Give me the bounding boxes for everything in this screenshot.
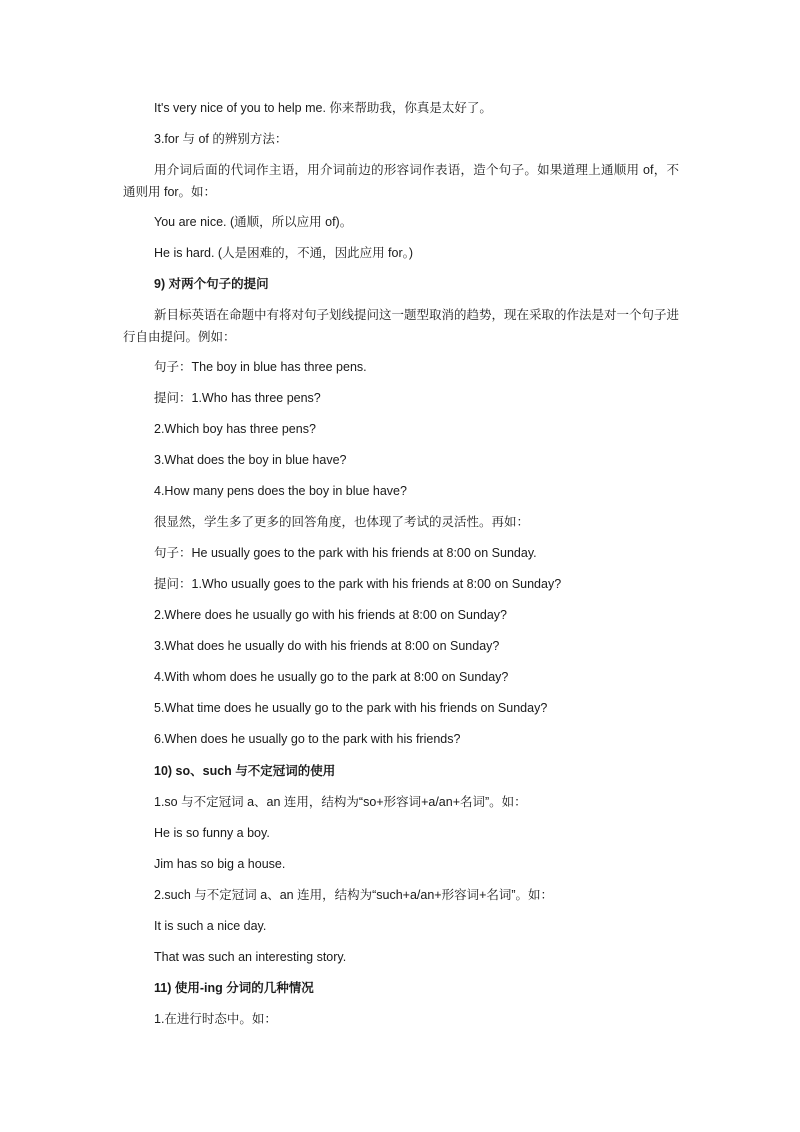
- paragraph: It's very nice of you to help me. 你来帮助我，你真是太好了。: [154, 101, 492, 115]
- section-heading: 11) 使用-ing 分词的几种情况: [154, 981, 314, 995]
- paragraph: 2.Where does he usually go with his friends at 8:00 on Sunday?: [154, 608, 507, 622]
- paragraph: He is so funny a boy.: [154, 826, 270, 840]
- paragraph: 用介词后面的代词作主语，用介词前边的形容词作表语，造个句子。如果道理上通顺用 of，不通则用 for。如：: [123, 163, 679, 199]
- paragraph: 4.With whom does he usually go to the park at 8:00 on Sunday?: [154, 670, 509, 684]
- paragraph: 1.so 与不定冠词 a、an 连用，结构为“so+形容词+a/an+名词”。如：: [154, 795, 527, 809]
- paragraph: 新目标英语在命题中有将对句子划线提问这一题型取消的趋势，现在采取的作法是对一个句子进行自由提问。例如：: [123, 308, 680, 344]
- section-heading: 9) 对两个句子的提问: [154, 277, 269, 291]
- paragraph: 4.How many pens does the boy in blue have?: [154, 484, 407, 498]
- section-heading: 10) so、such 与不定冠词的使用: [154, 764, 336, 778]
- paragraph: It is such a nice day.: [154, 919, 267, 933]
- paragraph: 2.such 与不定冠词 a、an 连用，结构为“such+a/an+形容词+名词”。如：: [154, 888, 554, 902]
- paragraph: 很显然，学生多了更多的回答角度，也体现了考试的灵活性。再如：: [154, 515, 530, 529]
- paragraph: 5.What time does he usually go to the park with his friends on Sunday?: [154, 701, 548, 715]
- paragraph: 提问：1.Who usually goes to the park with his friends at 8:00 on Sunday?: [154, 577, 562, 591]
- paragraph: 3.What does the boy in blue have?: [154, 453, 347, 467]
- paragraph: 3.What does he usually do with his friends at 8:00 on Sunday?: [154, 639, 500, 653]
- paragraph: 3.for 与 of 的辨别方法：: [154, 132, 288, 146]
- paragraph: 句子：The boy in blue has three pens.: [154, 360, 367, 374]
- paragraph: Jim has so big a house.: [154, 857, 286, 871]
- paragraph: That was such an interesting story.: [154, 950, 347, 964]
- paragraph: He is hard. (人是困难的，不通，因此应用 for。): [154, 246, 414, 260]
- paragraph: 句子：He usually goes to the park with his friends at 8:00 on Sunday.: [154, 546, 537, 560]
- paragraph: 1.在进行时态中。如：: [154, 1012, 277, 1026]
- paragraph: 2.Which boy has three pens?: [154, 422, 316, 436]
- paragraph: You are nice. (通顺，所以应用 of)。: [154, 215, 353, 229]
- paragraph: 6.When does he usually go to the park with his friends?: [154, 732, 461, 746]
- paragraph: 提问：1.Who has three pens?: [154, 391, 321, 405]
